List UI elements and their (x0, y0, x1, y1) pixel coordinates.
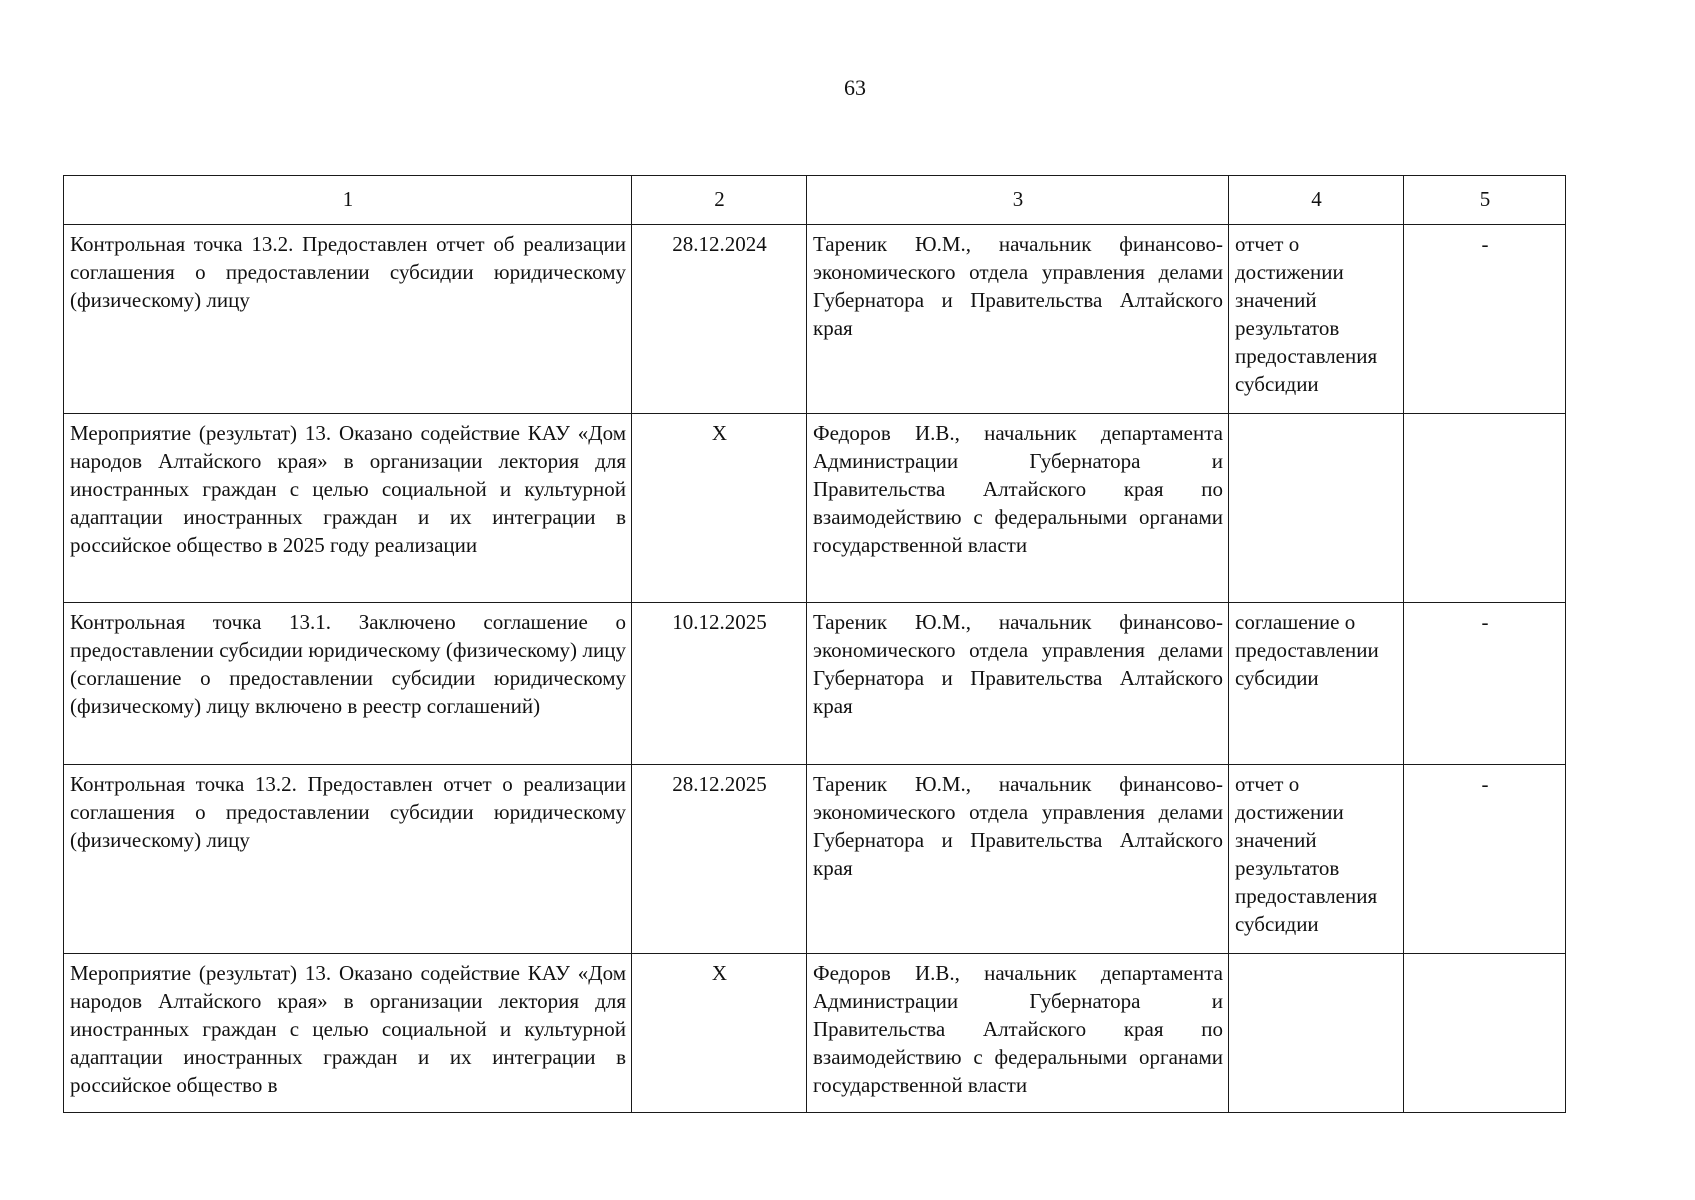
row-note: - (1404, 603, 1566, 765)
table-row (64, 765, 1566, 954)
row-responsible: Федоров И.В., начальник департамента Администрации Губернатора и Правительства Алтайского края по взаимодействию с федеральными органами государственной власти (807, 954, 1229, 1113)
row-date: 28.12.2025 (632, 765, 807, 954)
row-note (1404, 954, 1566, 1113)
row-responsible: Тареник Ю.М., начальник финансово-экономического отдела управления делами Губернатора и Правительства Алтайского края (807, 225, 1229, 414)
row-note: - (1404, 765, 1566, 954)
schedule-table (63, 175, 1566, 1113)
row-responsible: Федоров И.В., начальник департамента Администрации Губернатора и Правительства Алтайского края по взаимодействию с федеральными органами государственной власти (807, 414, 1229, 603)
column-header-2: 2 (632, 176, 807, 225)
row-responsible: Тареник Ю.М., начальник финансово-экономического отдела управления делами Губернатора и Правительства Алтайского края (807, 603, 1229, 765)
row-date: 10.12.2025 (632, 603, 807, 765)
row-date: Х (632, 414, 807, 603)
row-document (1229, 954, 1404, 1113)
row-document: соглашение о предоставлении субсидии (1229, 603, 1404, 765)
table-row (64, 225, 1566, 414)
column-header-3: 3 (807, 176, 1229, 225)
table-row (64, 414, 1566, 603)
row-description: Контрольная точка 13.2. Предоставлен отчет о реализации соглашения о предоставлении субсидии юридическому (физическому) лицу (64, 765, 632, 954)
column-header-4: 4 (1229, 176, 1404, 225)
row-document: отчет о достижении значений результатов предоставления субсидии (1229, 225, 1404, 414)
row-description: Мероприятие (результат) 13. Оказано содействие КАУ «Дом народов Алтайского края» в организации лектория для иностранных граждан с целью социальной и культурной адаптации иностранных граждан и их интеграции в российское общество в (64, 954, 632, 1113)
column-header-1: 1 (64, 176, 632, 225)
table-row (64, 954, 1566, 1113)
table-row (64, 603, 1566, 765)
column-header-5: 5 (1404, 176, 1566, 225)
row-document: отчет о достижении значений результатов предоставления субсидии (1229, 765, 1404, 954)
row-date: 28.12.2024 (632, 225, 807, 414)
row-note (1404, 414, 1566, 603)
row-description: Контрольная точка 13.2. Предоставлен отчет об реализации соглашения о предоставлении субсидии юридическому (физическому) лицу (64, 225, 632, 414)
row-note: - (1404, 225, 1566, 414)
table-header-row (64, 176, 1566, 225)
row-document (1229, 414, 1404, 603)
page-number: 63 (844, 75, 866, 100)
row-description: Контрольная точка 13.1. Заключено соглашение о предоставлении субсидии юридическому (физическому) лицу (соглашение о предоставлении субсидии юридическому (физическому) лицу включено в реестр соглашений) (64, 603, 632, 765)
row-date: Х (632, 954, 807, 1113)
row-description: Мероприятие (результат) 13. Оказано содействие КАУ «Дом народов Алтайского края» в организации лектория для иностранных граждан с целью социальной и культурной адаптации иностранных граждан и их интеграции в российское общество в 2025 году реализации (64, 414, 632, 603)
row-responsible: Тареник Ю.М., начальник финансово-экономического отдела управления делами Губернатора и Правительства Алтайского края (807, 765, 1229, 954)
